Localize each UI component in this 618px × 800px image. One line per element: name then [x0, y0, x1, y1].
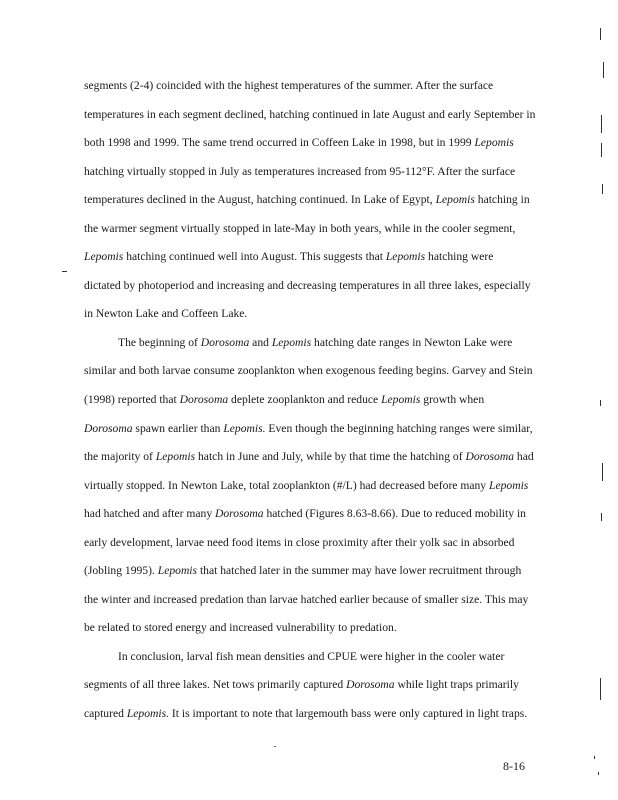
text-line: in Newton Lake and Coffeen Lake. [84, 307, 248, 321]
taxon-name: Lepomis [155, 450, 196, 464]
text-line: be related to stored energy and increased vulnerability to predation. [84, 621, 397, 635]
text-line: similar and both larvae consume zooplankton when exogenous feeding begins. Garvey and Stein [84, 364, 533, 378]
text-line: temperatures declined in the August, hatching continued. In Lake of Egypt, Lepomis hatching in [84, 193, 530, 207]
text-line: (1998) reported that Dorosoma deplete zooplankton and reduce Lepomis growth when [84, 393, 485, 407]
text-line: the majority of Lepomis hatch in June and July, while by that time the hatching of Dorosoma had [84, 450, 534, 464]
scan-mark [600, 400, 601, 406]
scan-mark [601, 115, 602, 133]
page-number: 8-16 [503, 759, 525, 773]
text-line: virtually stopped. In Newton Lake, total zooplankton (#/L) had decreased before many Lepomis [84, 478, 529, 492]
text-line: both 1998 and 1999. The same trend occurred in Coffeen Lake in 1998, but in 1999 Lepomis [84, 136, 514, 150]
body-paragraph [84, 329, 549, 643]
scan-mark [274, 746, 276, 747]
taxon-name: Lepomis [385, 250, 426, 264]
taxon-name: Dorosoma [84, 421, 133, 435]
taxon-name: Lepomis [271, 335, 312, 349]
taxon-name: Lepomis [435, 193, 475, 207]
text-line: The beginning of Dorosoma and Lepomis hatching date ranges in Newton Lake were [118, 335, 513, 349]
taxon-name: Lepomis. [223, 421, 266, 435]
text-line: temperatures in each segment declined, hatching continued in late August and early September in [84, 107, 536, 121]
taxon-name: Dorosoma [465, 450, 514, 464]
scan-mark [601, 513, 602, 521]
scan-mark [603, 62, 604, 78]
scan-mark [600, 28, 601, 40]
text-line: early development, larvae need food items in close proximity after their yolk sac in absorbed [84, 535, 515, 549]
taxon-name: Lepomis [489, 478, 529, 492]
text-line: Lepomis hatching continued well into August. This suggests that Lepomis hatching were [84, 250, 494, 264]
taxon-name: Lepomis [381, 393, 421, 407]
text-line: segments (2-4) coincided with the highest temperatures of the summer. After the surface [84, 79, 494, 92]
body-paragraph [84, 643, 549, 729]
taxon-name: Dorosoma [179, 393, 229, 407]
text-line: hatching virtually stopped in July as temperatures increased from 95-112°F. After the surface [84, 164, 516, 178]
taxon-name: Lepomis [84, 250, 124, 264]
text-line: In conclusion, larval fish mean densities and CPUE were higher in the cooler water [118, 649, 505, 663]
text-line: the winter and increased predation than larvae hatched earlier because of smaller size. This may [84, 592, 529, 606]
taxon-name: Dorosoma [200, 335, 250, 349]
text-line: captured Lepomis. It is important to note that largemouth bass were only captured in light traps. [84, 707, 528, 721]
scan-mark [602, 463, 603, 481]
scan-mark [598, 772, 599, 775]
text-line: Dorosoma spawn earlier than Lepomis. Even though the beginning hatching ranges were similar, [84, 421, 533, 435]
body-paragraph [84, 72, 549, 329]
body-text [84, 72, 549, 729]
taxon-name: Dorosoma [215, 507, 264, 521]
scan-mark [601, 143, 602, 157]
taxon-name: Lepomis [474, 136, 514, 150]
taxon-name: Dorosoma [346, 678, 395, 692]
text-line: segments of all three lakes. Net tows primarily captured Dorosoma while light traps primarily [84, 678, 519, 692]
scan-mark [602, 184, 603, 194]
text-line: (Jobling 1995). Lepomis that hatched later in the summer may have lower recruitment through [84, 564, 522, 578]
scan-mark [594, 756, 595, 759]
text-line: had hatched and after many Dorosoma hatched (Figures 8.63-8.66). Due to reduced mobility in [84, 507, 526, 521]
text-line: dictated by photoperiod and increasing and decreasing temperatures in all three lakes, especially [84, 278, 531, 292]
text-line: the warmer segment virtually stopped in late-May in both years, while in the cooler segment, [84, 221, 516, 235]
taxon-name: Lepomis [157, 564, 198, 578]
scan-mark [600, 678, 601, 700]
scan-mark [62, 271, 67, 272]
taxon-name: Lepomis. [126, 707, 170, 721]
